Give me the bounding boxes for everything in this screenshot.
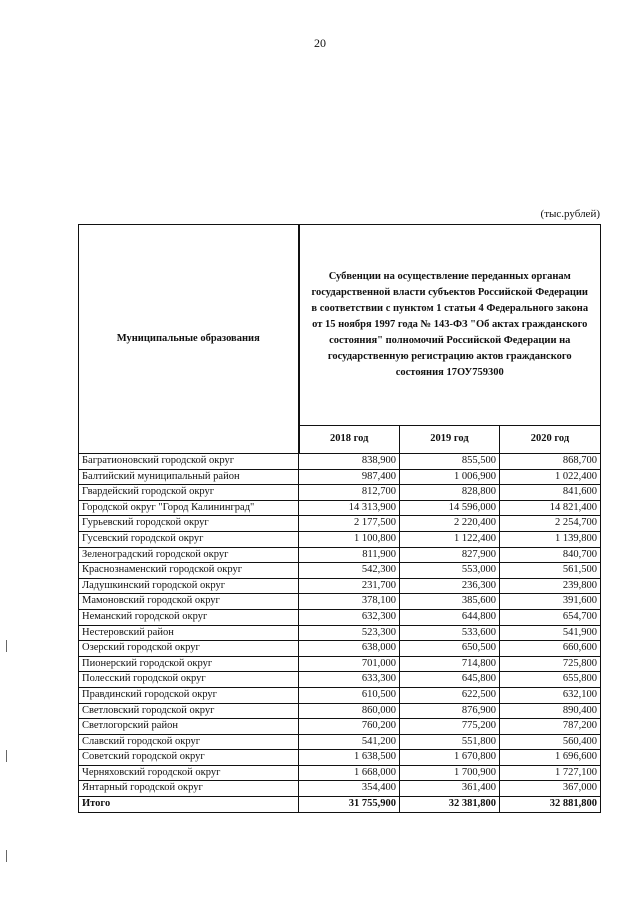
- table-row: [79, 563, 601, 579]
- value-2020-cell: 787,200: [500, 719, 601, 735]
- value-2018-cell: 542,300: [299, 563, 400, 579]
- table-row: [79, 703, 601, 719]
- value-2018-cell: 701,000: [299, 656, 400, 672]
- value-2019-cell: 1 670,800: [400, 750, 500, 766]
- municipality-name-cell: Пионерский городской округ: [79, 656, 299, 672]
- value-2020-cell: 655,800: [500, 672, 601, 688]
- municipality-name-cell: Полесский городской округ: [79, 672, 299, 688]
- value-2019-cell: 32 381,800: [400, 797, 500, 813]
- value-2018-cell: 632,300: [299, 609, 400, 625]
- table-row: [79, 531, 601, 547]
- value-2019-cell: 714,800: [400, 656, 500, 672]
- value-2020-cell: 632,100: [500, 687, 601, 703]
- value-2018-cell: 987,400: [299, 469, 400, 485]
- value-2019-cell: 1 122,400: [400, 531, 500, 547]
- value-2019-cell: 14 596,000: [400, 500, 500, 516]
- subsidy-table: [78, 224, 601, 813]
- municipality-name-cell: Светлогорский район: [79, 719, 299, 735]
- municipality-name-cell: Балтийский муниципальный район: [79, 469, 299, 485]
- municipality-name-cell: Гвардейский городской округ: [79, 485, 299, 501]
- value-2020-cell: 367,000: [500, 781, 601, 797]
- table-row: [79, 734, 601, 750]
- value-2020-cell: 1 727,100: [500, 765, 601, 781]
- value-2019-cell: 827,900: [400, 547, 500, 563]
- value-2020-cell: 660,600: [500, 641, 601, 657]
- table-row: [79, 641, 601, 657]
- value-2020-cell: 32 881,800: [500, 797, 601, 813]
- column-header-municipalities: Муниципальные образования: [79, 225, 299, 454]
- value-2018-cell: 638,000: [299, 641, 400, 657]
- table-row: [79, 578, 601, 594]
- year-header-2020: 2020 год: [500, 426, 601, 454]
- value-2020-cell: 560,400: [500, 734, 601, 750]
- table-row: [79, 516, 601, 532]
- value-2019-cell: 236,300: [400, 578, 500, 594]
- municipality-name-cell: Светловский городской округ: [79, 703, 299, 719]
- value-2020-cell: 725,800: [500, 656, 601, 672]
- units-label: (тыс.рублей): [540, 208, 600, 220]
- value-2019-cell: 385,600: [400, 594, 500, 610]
- table-body: [79, 454, 601, 813]
- year-header-2018: 2018 год: [299, 426, 400, 454]
- value-2018-cell: 812,700: [299, 485, 400, 501]
- value-2019-cell: 645,800: [400, 672, 500, 688]
- value-2018-cell: 1 638,500: [299, 750, 400, 766]
- table-row: [79, 781, 601, 797]
- value-2019-cell: 650,500: [400, 641, 500, 657]
- municipality-name-cell: Зеленоградский городской округ: [79, 547, 299, 563]
- value-2020-cell: 14 821,400: [500, 500, 601, 516]
- year-header-2019: 2019 год: [400, 426, 500, 454]
- value-2019-cell: 876,900: [400, 703, 500, 719]
- value-2018-cell: 523,300: [299, 625, 400, 641]
- value-2018-cell: 1 668,000: [299, 765, 400, 781]
- value-2019-cell: 622,500: [400, 687, 500, 703]
- municipality-name-cell: Советский городской округ: [79, 750, 299, 766]
- value-2020-cell: 841,600: [500, 485, 601, 501]
- municipality-name-cell: Гурьевский городской округ: [79, 516, 299, 532]
- value-2019-cell: 775,200: [400, 719, 500, 735]
- value-2018-cell: 760,200: [299, 719, 400, 735]
- value-2018-cell: 14 313,900: [299, 500, 400, 516]
- value-2020-cell: 868,700: [500, 454, 601, 470]
- value-2019-cell: 553,000: [400, 563, 500, 579]
- value-2019-cell: 551,800: [400, 734, 500, 750]
- municipality-name-cell: Озерский городской округ: [79, 641, 299, 657]
- table-row: [79, 719, 601, 735]
- table-row: [79, 469, 601, 485]
- value-2018-cell: 610,500: [299, 687, 400, 703]
- municipality-name-cell: Багратионовский городской округ: [79, 454, 299, 470]
- municipality-name-cell: Мамоновский городской округ: [79, 594, 299, 610]
- value-2018-cell: 838,900: [299, 454, 400, 470]
- value-2018-cell: 811,900: [299, 547, 400, 563]
- value-2019-cell: 644,800: [400, 609, 500, 625]
- table-row: [79, 594, 601, 610]
- value-2020-cell: 239,800: [500, 578, 601, 594]
- municipality-name-cell: Краснознаменский городской округ: [79, 563, 299, 579]
- table-row: [79, 485, 601, 501]
- table-row: [79, 656, 601, 672]
- municipality-name-cell: Гусевский городской округ: [79, 531, 299, 547]
- table-row: [79, 547, 601, 563]
- value-2020-cell: 1 022,400: [500, 469, 601, 485]
- municipality-name-cell: Славский городской округ: [79, 734, 299, 750]
- value-2018-cell: 633,300: [299, 672, 400, 688]
- municipality-name-cell: Янтарный городской округ: [79, 781, 299, 797]
- table-row: [79, 672, 601, 688]
- value-2020-cell: 890,400: [500, 703, 601, 719]
- value-2019-cell: 533,600: [400, 625, 500, 641]
- total-row: [79, 797, 601, 813]
- value-2018-cell: 2 177,500: [299, 516, 400, 532]
- value-2020-cell: 840,700: [500, 547, 601, 563]
- municipality-name-cell: Ладушкинский городской округ: [79, 578, 299, 594]
- value-2018-cell: 1 100,800: [299, 531, 400, 547]
- table-row: [79, 500, 601, 516]
- value-2018-cell: 354,400: [299, 781, 400, 797]
- value-2020-cell: 654,700: [500, 609, 601, 625]
- value-2020-cell: 391,600: [500, 594, 601, 610]
- municipality-name-cell: Городской округ "Город Калининград": [79, 500, 299, 516]
- municipality-name-cell: Нестеровский район: [79, 625, 299, 641]
- value-2019-cell: 828,800: [400, 485, 500, 501]
- page-number: 20: [314, 36, 326, 50]
- value-2019-cell: 2 220,400: [400, 516, 500, 532]
- value-2020-cell: 541,900: [500, 625, 601, 641]
- value-2019-cell: 1 700,900: [400, 765, 500, 781]
- value-2020-cell: 561,500: [500, 563, 601, 579]
- municipality-name-cell: Итого: [79, 797, 299, 813]
- value-2020-cell: 2 254,700: [500, 516, 601, 532]
- municipality-name-cell: Черняховский городской округ: [79, 765, 299, 781]
- value-2019-cell: 855,500: [400, 454, 500, 470]
- table-row: [79, 687, 601, 703]
- municipality-name-cell: Правдинский городской округ: [79, 687, 299, 703]
- table-row: [79, 609, 601, 625]
- scan-edge-marks: [6, 600, 8, 900]
- value-2018-cell: 860,000: [299, 703, 400, 719]
- table-row: [79, 625, 601, 641]
- value-2018-cell: 231,700: [299, 578, 400, 594]
- municipality-name-cell: Неманский городской округ: [79, 609, 299, 625]
- table-row: [79, 765, 601, 781]
- table-row: [79, 750, 601, 766]
- column-header-subsidy: Субвенции на осуществление переданных органам государственной власти субъектов Российской Федерации в соответствии с пунктом 1 статьи 4 Федерального закона от 15 ноября 1997 года № 143-ФЗ "Об актах гражданского состояния" полномочий Российской Федерации на государственную регистрацию актов гражданского состояния 17ОУ759300: [299, 225, 601, 426]
- value-2018-cell: 541,200: [299, 734, 400, 750]
- value-2018-cell: 31 755,900: [299, 797, 400, 813]
- value-2020-cell: 1 139,800: [500, 531, 601, 547]
- value-2019-cell: 1 006,900: [400, 469, 500, 485]
- value-2019-cell: 361,400: [400, 781, 500, 797]
- value-2020-cell: 1 696,600: [500, 750, 601, 766]
- value-2018-cell: 378,100: [299, 594, 400, 610]
- table-row: [79, 454, 601, 470]
